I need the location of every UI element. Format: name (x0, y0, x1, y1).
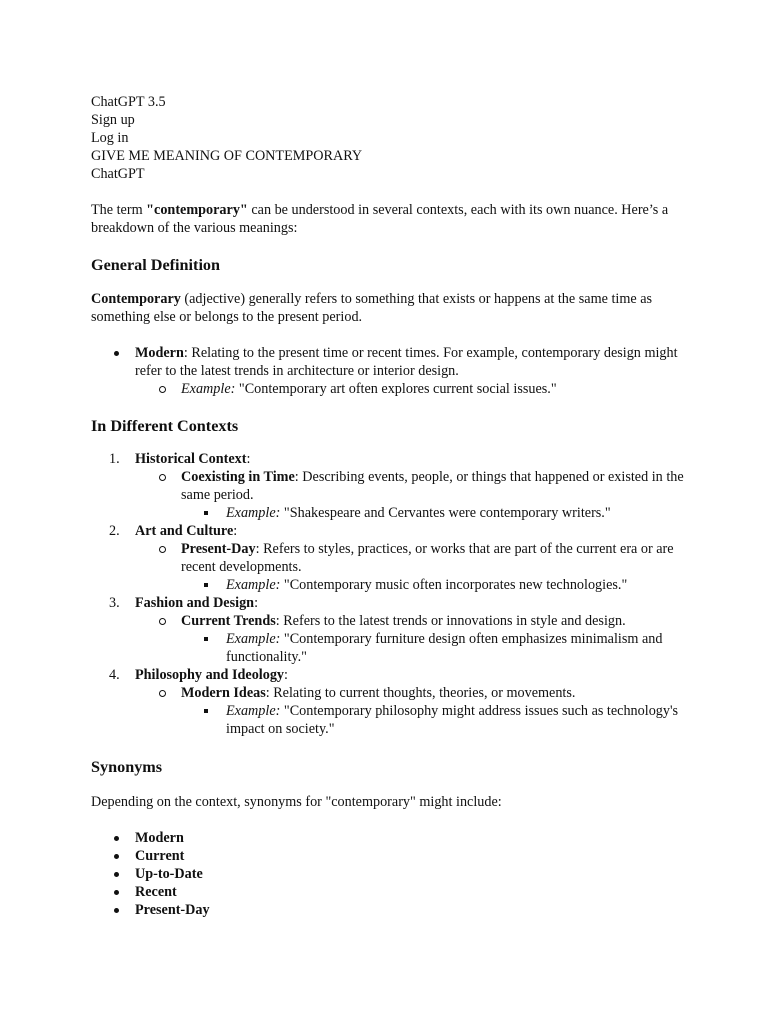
example-text: "Contemporary furniture design often emphasizes minimalism and functionality." (226, 631, 663, 665)
example-text: "Contemporary philosophy might address issues such as technology's impact on society." (226, 703, 679, 737)
heading-general-definition: General Definition (91, 256, 221, 274)
item-number: 1. (109, 451, 120, 467)
bullet-dot-icon (114, 836, 119, 841)
bullet-circle-icon (159, 546, 166, 553)
synonym-text: Current (135, 848, 185, 864)
context-colon: : (246, 451, 251, 467)
context-colon: : (233, 523, 238, 539)
context-item (91, 522, 691, 540)
subitem-text: : Refers to styles, practices, or works that are part of the current era or are recent developments. (181, 541, 674, 575)
subitem-text: : Relating to current thoughts, theories, or movements. (265, 685, 576, 701)
example-text: "Contemporary music often incorporates new technologies." (280, 577, 628, 593)
intro-term: "contemporary" (146, 202, 248, 218)
context-title: Art and Culture (135, 523, 234, 539)
contexts-list (91, 450, 691, 738)
bullet-dot-icon (114, 908, 119, 913)
app-title: ChatGPT 3.5 (91, 94, 166, 110)
example-label: Example: (226, 577, 281, 593)
subitem-label: Modern Ideas (181, 685, 266, 701)
bullet-square-icon (204, 583, 208, 587)
context-subitem (91, 468, 691, 504)
bullet-dot-icon (114, 351, 119, 356)
context-subitem (91, 540, 691, 576)
synonym-item (91, 901, 691, 919)
synonym-item (91, 829, 691, 847)
synonym-text: Modern (135, 830, 184, 846)
example-text: "Shakespeare and Cervantes were contemporary writers." (280, 505, 611, 521)
context-example (91, 504, 691, 522)
bullet-circle-icon (159, 618, 166, 625)
synonym-item (91, 865, 691, 883)
bullet-circle-icon (159, 386, 166, 393)
subitem-label: Current Trends (181, 613, 276, 629)
subitem-text: : Refers to the latest trends or innovations in style and design. (275, 613, 626, 629)
context-title: Fashion and Design (135, 595, 255, 611)
synonym-item (91, 847, 691, 865)
context-colon: : (284, 667, 288, 683)
example-item (91, 380, 691, 398)
bullet-square-icon (204, 637, 208, 641)
user-prompt: GIVE ME MEANING OF CONTEMPORARY (91, 148, 363, 164)
subitem-label: Coexisting in Time (181, 469, 295, 485)
bullet-text: : Relating to the present time or recent times. For example, contemporary design might refer to the latest trends in architecture or interior design. (135, 345, 678, 379)
context-example (91, 702, 691, 738)
document-page (91, 93, 691, 919)
subitem-text: : Describing events, people, or things that happened or existed in the same period. (181, 469, 684, 503)
bullet-dot-icon (114, 854, 119, 859)
synonyms-list (91, 829, 691, 919)
context-subitem (91, 684, 691, 702)
context-example (91, 630, 691, 666)
bullet-dot-icon (114, 890, 119, 895)
bullet-circle-icon (159, 690, 166, 697)
general-bullet-list (91, 344, 691, 398)
bullet-square-icon (204, 511, 208, 515)
context-item (91, 594, 691, 612)
synonym-text: Recent (135, 884, 177, 900)
item-number: 2. (109, 523, 120, 539)
subitem-label: Present-Day (181, 541, 256, 557)
context-title: Historical Context (135, 451, 247, 467)
example-text: "Contemporary art often explores current social issues." (235, 381, 557, 397)
definition-text: (adjective) generally refers to something that exists or happens at the same time as something else or belongs to the present period. (91, 291, 653, 325)
intro-post: can be understood in several contexts, each with its own nuance. Here’s a breakdown of the various meanings: (91, 202, 669, 236)
intro-pre: The term (91, 202, 147, 218)
heading-synonyms: Synonyms (91, 758, 163, 776)
example-label: Example: (226, 703, 281, 719)
example-label: Example: (226, 631, 281, 647)
login-link[interactable]: Log in (91, 130, 129, 146)
bullet-dot-icon (114, 872, 119, 877)
item-number: 4. (109, 667, 120, 683)
list-item (91, 344, 691, 380)
item-number: 3. (109, 595, 120, 611)
example-label: Example: (226, 505, 281, 521)
definition-term: Contemporary (91, 291, 181, 307)
synonym-text: Up-to-Date (135, 866, 203, 882)
bullet-label: Modern (135, 345, 184, 361)
context-title: Philosophy and Ideology (135, 667, 285, 683)
heading-different-contexts: In Different Contexts (91, 417, 239, 435)
synonyms-intro: Depending on the context, synonyms for "contemporary" might include: (91, 794, 502, 810)
context-colon: : (254, 595, 259, 611)
synonym-text: Present-Day (135, 902, 210, 918)
synonym-item (91, 883, 691, 901)
bullet-circle-icon (159, 474, 166, 481)
bullet-square-icon (204, 709, 208, 713)
context-item (91, 450, 691, 468)
signup-link[interactable]: Sign up (91, 112, 135, 128)
example-label: Example: (181, 381, 236, 397)
context-example (91, 576, 691, 594)
context-subitem (91, 612, 691, 630)
context-item (91, 666, 691, 684)
definition-paragraph (91, 290, 691, 326)
assistant-label: ChatGPT (91, 166, 145, 182)
intro-paragraph (91, 201, 691, 237)
